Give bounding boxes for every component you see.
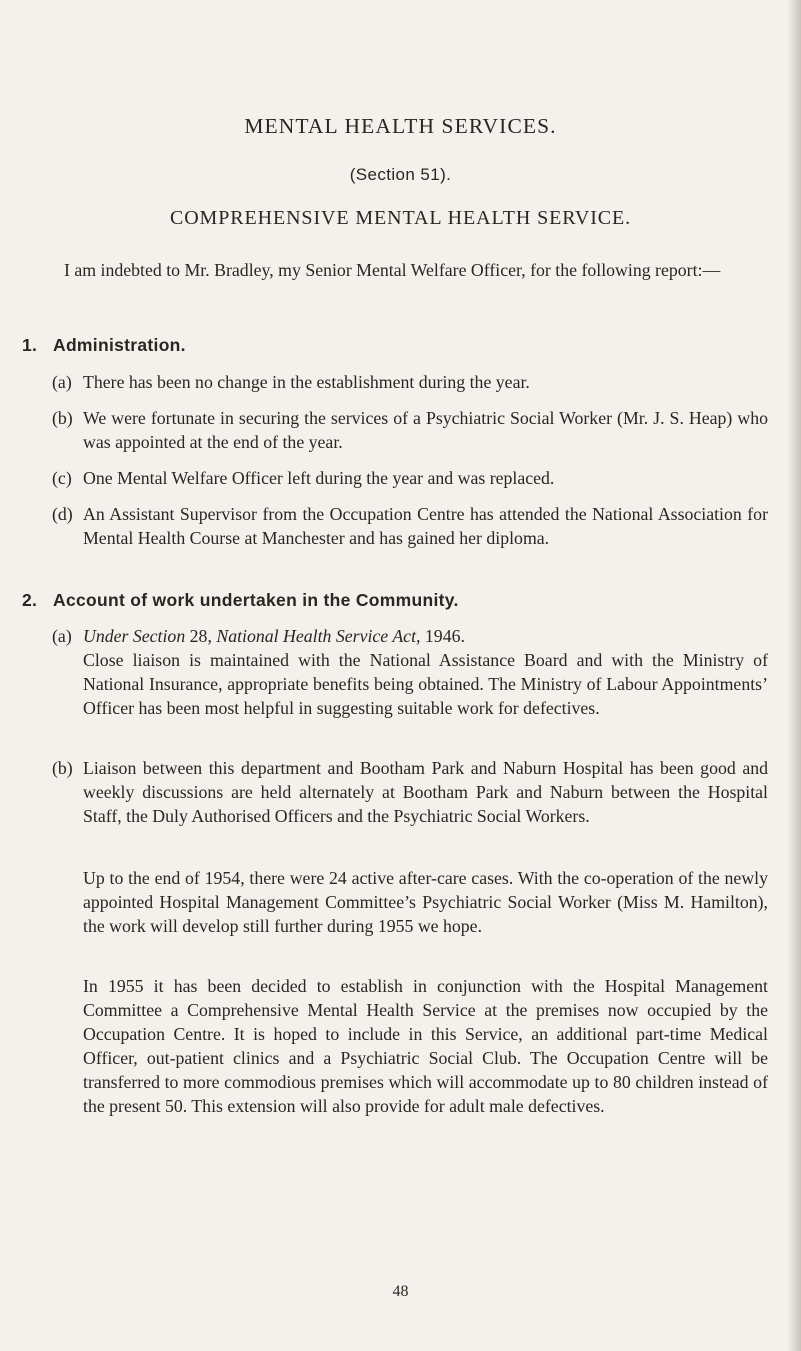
item-heading-line: [83, 624, 768, 648]
page-subtitle: COMPREHENSIVE MENTAL HEALTH SERVICE.: [169, 207, 632, 229]
item-text: One Mental Welfare Officer left during the year and was replaced.: [83, 468, 555, 488]
item-label: (b): [52, 758, 73, 778]
section-title: Administration.: [53, 335, 186, 355]
list-item: [52, 624, 768, 720]
section-reference: (Section 51).: [349, 165, 452, 184]
act-name-italic: National Health Service Act,: [216, 626, 421, 646]
section-number: 1.: [22, 335, 38, 355]
item-text: Close liaison is maintained with the National Assistance Board and with the Ministry of National Insurance, appropriate benefits being obtained. The Ministry of Labour Appointments’ Officer has been most helpful in suggesting suitable work for defectives.: [83, 650, 768, 718]
item-label: (c): [52, 468, 72, 488]
list-item: [52, 370, 768, 394]
page-edge-shadow: [787, 0, 801, 1351]
body-paragraph: Up to the end of 1954, there were 24 active after-care cases. With the co-operation of the newly appointed Hospital Management Committee’s Psychiatric Social Worker (Miss M. Hamilton), the work will develop still further during 1955 we hope.: [83, 868, 768, 936]
act-year: 1946.: [420, 626, 465, 646]
act-section-number: 28,: [185, 626, 217, 646]
item-label: (d): [52, 504, 73, 524]
list-item: [52, 466, 768, 490]
item-text: An Assistant Supervisor from the Occupation Centre has attended the National Association for Mental Health Course at Manchester and has gained her diploma.: [83, 504, 768, 548]
item-label: (a): [52, 626, 72, 646]
section-number: 2.: [22, 590, 38, 610]
section-heading-community-work: [22, 590, 459, 611]
intro-paragraph: I am indebted to Mr. Bradley, my Senior Mental Welfare Officer, for the following report:—: [64, 260, 721, 280]
section-title: Account of work undertaken in the Community.: [53, 590, 459, 610]
body-paragraph: In 1955 it has been decided to establish in conjunction with the Hospital Management Committee a Comprehensive Mental Health Service at the premises now occupied by the Occupation Centre. It is hoped to include in this Service, an additional part-time Medical Officer, out-patient clinics and a Psychiatric Social Club. The Occupation Centre will be transferred to more commodious premises which will accommodate up to 80 children instead of the present 50. This extension will also provide for adult male defectives.: [83, 976, 768, 1116]
item-label: (a): [52, 372, 72, 392]
item-text: There has been no change in the establishment during the year.: [83, 372, 530, 392]
item-text: Liaison between this department and Bootham Park and Naburn Hospital has been good and weekly discussions are held alternately at Bootham Park and Naburn between the Hospital Staff, the Duly Authorised Officers and the Psychiatric Social Workers.: [83, 758, 768, 826]
list-item: [52, 756, 768, 828]
section-heading-administration: [22, 335, 186, 356]
list-item: [52, 502, 768, 550]
list-item: [52, 406, 768, 454]
page-number: 48: [392, 1283, 409, 1300]
item-text: We were fortunate in securing the services of a Psychiatric Social Worker (Mr. J. S. Heap) who was appointed at the end of the year.: [83, 408, 768, 452]
item-label: (b): [52, 408, 73, 428]
page-title: MENTAL HEALTH SERVICES.: [244, 114, 557, 138]
act-section-italic: Under Section: [83, 626, 186, 646]
